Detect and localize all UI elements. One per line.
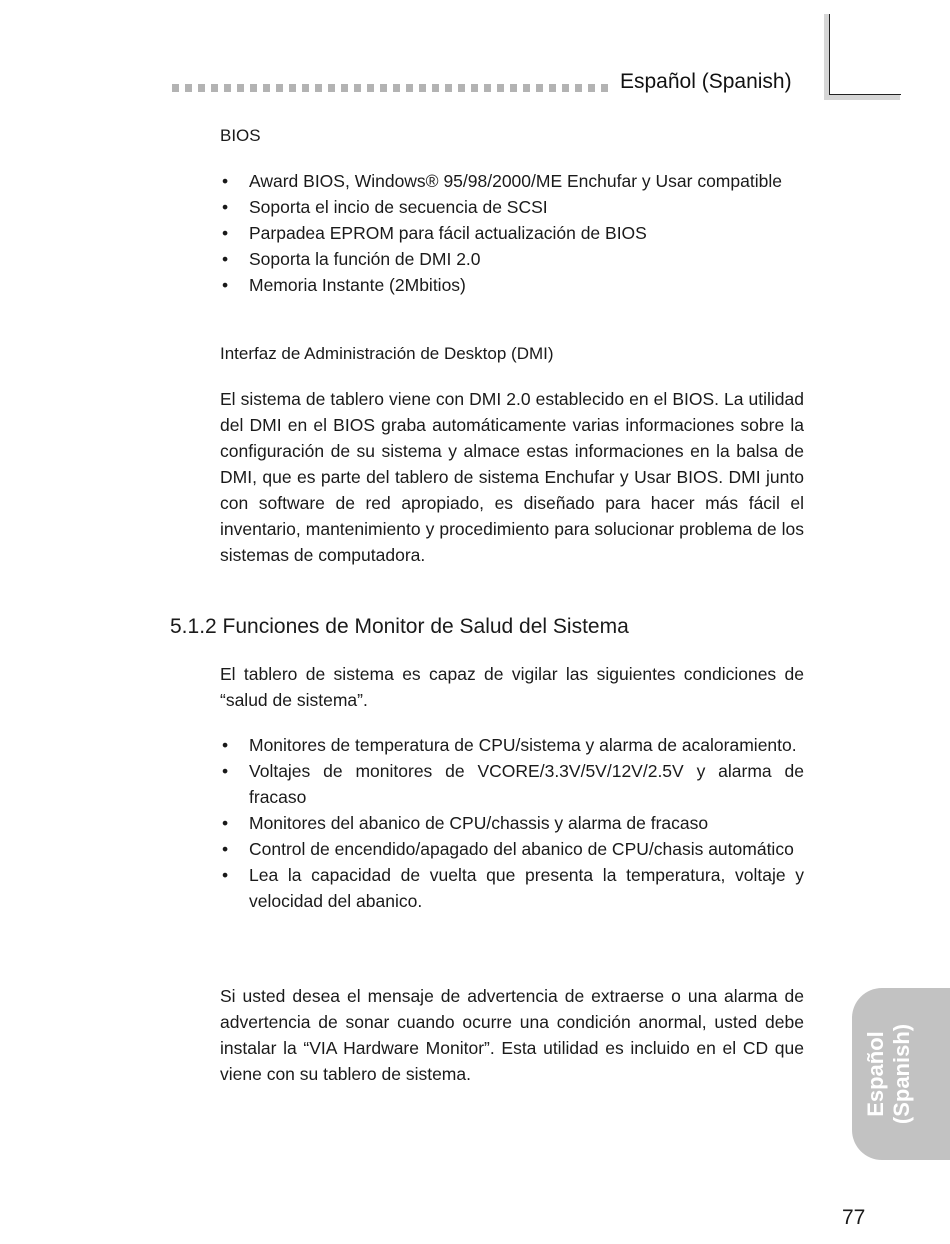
bios-heading: BIOS [220,126,261,145]
list-item: • Parpadea EPROM para fácil actualización de BIOS [220,220,804,246]
corner-mark-shadow [824,95,900,100]
closing-paragraph: Si usted desea el mensaje de advertencia de extraerse o una alarma de advertencia de sonar cuando ocurre una condición anormal, usted debe instalar la “VIA Hardware Monitor”. Esta utilidad es incluido en el CD que viene con su tablero de sistema. [220,986,804,1084]
section-title: 5.1.2 Funciones de Monitor de Salud del Sistema [170,615,629,638]
list-item: • Monitores de temperatura de CPU/sistema y alarma de acaloramiento. [220,732,804,758]
list-item: • Memoria Instante (2Mbitios) [220,272,804,298]
list-item: • Award BIOS, Windows® 95/98/2000/ME Enchufar y Usar compatible [220,168,804,194]
section-intro: El tablero de sistema es capaz de vigilar las siguientes condiciones de “salud de sistema”. [220,664,804,710]
monitor-feature-list [220,732,804,914]
list-item: • Control de encendido/apagado del abanico de CPU/chasis automático [220,836,804,862]
list-item: • Monitores del abanico de CPU/chassis y alarma de fracaso [220,810,804,836]
list-item: • Voltajes de monitores de VCORE/3.3V/5V/12V/2.5V y alarma de fracaso [220,758,804,810]
dmi-paragraph: El sistema de tablero viene con DMI 2.0 establecido en el BIOS. La utilidad del DMI en el BIOS graba automáticamente varias informaciones sobre la configuración de su sistema y almace estas informaciones en la balsa de DMI, que es parte del tablero de sistema Enchufar y Usar BIOS. DMI junto con software de red apropiado, es diseñado para hacer más fácil el inventario, mantenimiento y procedimiento para solucionar problema de los sistemas de computadora. [220,389,804,565]
list-item: • Soporta la función de DMI 2.0 [220,246,804,272]
header-title: Español (Spanish) [620,70,792,93]
corner-mark-line-vertical [829,14,830,95]
side-tab-line1: Español [863,1031,888,1117]
list-item: • Lea la capacidad de vuelta que presenta la temperatura, voltaje y velocidad del abanico. [220,862,804,914]
list-item: • Soporta el incio de secuencia de SCSI [220,194,804,220]
header-dotted-rule [172,84,608,92]
bios-feature-list [220,168,804,298]
corner-mark-line-horizontal [829,94,901,95]
page-number: 77 [842,1206,866,1229]
side-tab-line2: (Spanish) [889,1023,914,1125]
dmi-heading: Interfaz de Administración de Desktop (DMI) [220,344,554,363]
language-side-tab-label [863,984,933,1164]
